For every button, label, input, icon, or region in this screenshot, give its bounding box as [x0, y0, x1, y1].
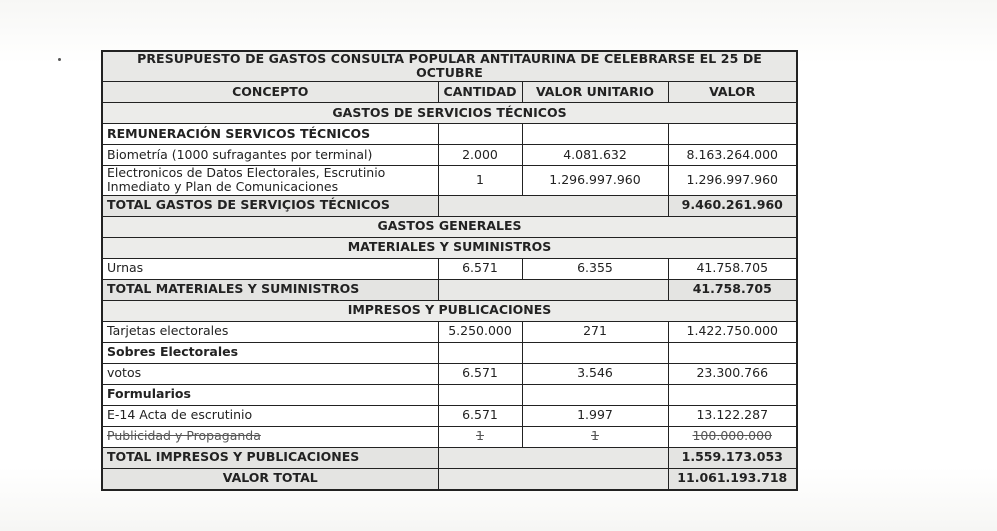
row-concepto: Tarjetas electorales — [102, 321, 438, 342]
row-cantidad: 6.571 — [438, 258, 522, 279]
group-remuneracion: REMUNERACIÓN SERVICOS TÉCNICOS — [102, 123, 438, 144]
col-valor: VALOR — [668, 81, 797, 102]
row-valor-unitario: 6.355 — [522, 258, 668, 279]
title-row — [102, 51, 797, 81]
table-title: PRESUPUESTO DE GASTOS CONSULTA POPULAR ANTITAURINA DE CELEBRARSE EL 25 DE OCTUBRE — [102, 51, 797, 81]
section-gastos-generales: GASTOS GENERALES — [102, 216, 797, 237]
col-valor-unitario: VALOR UNITARIO — [522, 81, 668, 102]
total-row — [102, 447, 797, 468]
section-servicios-tecnicos: GASTOS DE SERVICIOS TÉCNICOS — [102, 102, 797, 123]
table-row — [102, 405, 797, 426]
row-cantidad: 1 — [438, 165, 522, 195]
grand-total-row — [102, 468, 797, 490]
row-cantidad: 1 — [476, 428, 484, 444]
row-valor-unitario: 1.296.997.960 — [522, 165, 668, 195]
row-concepto: E-14 Acta de escrutinio — [102, 405, 438, 426]
budget-table — [101, 50, 798, 491]
row-concepto — [102, 165, 438, 195]
row-valor-unitario: 3.546 — [522, 363, 668, 384]
table-row — [102, 165, 797, 195]
section-row — [102, 300, 797, 321]
section-impresos: IMPRESOS Y PUBLICACIONES — [102, 300, 797, 321]
total-value: 41.758.705 — [668, 279, 797, 300]
row-cantidad: 2.000 — [438, 144, 522, 165]
row-valor: 1.422.750.000 — [668, 321, 797, 342]
row-valor-unitario: 271 — [522, 321, 668, 342]
section-row — [102, 102, 797, 123]
row-concepto-line2: Inmediato y Plan de Comunicaciones — [107, 179, 339, 195]
subsection-materiales: MATERIALES Y SUMINISTROS — [102, 237, 797, 258]
total-row — [102, 195, 797, 216]
grand-total-label: VALOR TOTAL — [102, 468, 438, 490]
group-row — [102, 342, 797, 363]
row-valor: 100.000.000 — [692, 428, 773, 444]
row-valor-unitario: 4.081.632 — [522, 144, 668, 165]
table-row — [102, 321, 797, 342]
row-valor-unitario: 1 — [591, 428, 599, 444]
section-row — [102, 216, 797, 237]
total-value: 1.559.173.053 — [668, 447, 797, 468]
column-header-row — [102, 81, 797, 102]
group-sobres: Sobres Electorales — [102, 342, 438, 363]
total-label: TOTAL MATERIALES Y SUMINISTROS — [102, 279, 438, 300]
row-valor: 41.758.705 — [668, 258, 797, 279]
row-concepto: Biometría (1000 sufragantes por terminal) — [102, 144, 438, 165]
total-label: TOTAL GASTOS DE SERVIÇIOS TÉCNICOS — [102, 195, 438, 216]
row-valor-unitario: 1.997 — [522, 405, 668, 426]
group-formularios: Formularios — [102, 384, 438, 405]
row-concepto-line1: Electronicos de Datos Electorales, Escrutinio — [107, 165, 386, 180]
row-valor: 13.122.287 — [668, 405, 797, 426]
col-concepto: CONCEPTO — [102, 81, 438, 102]
row-cantidad: 6.571 — [438, 405, 522, 426]
table-row — [102, 258, 797, 279]
group-row — [102, 123, 797, 144]
row-valor: 1.296.997.960 — [668, 165, 797, 195]
struck-through-row — [102, 426, 797, 447]
scan-speck — [58, 58, 61, 61]
row-cantidad: 6.571 — [438, 363, 522, 384]
grand-total-value: 11.061.193.718 — [668, 468, 797, 490]
total-row — [102, 279, 797, 300]
group-row — [102, 384, 797, 405]
row-cantidad: 5.250.000 — [438, 321, 522, 342]
row-concepto: votos — [102, 363, 438, 384]
subsection-row — [102, 237, 797, 258]
row-concepto: Urnas — [102, 258, 438, 279]
row-valor: 23.300.766 — [668, 363, 797, 384]
table-row — [102, 363, 797, 384]
row-valor: 8.163.264.000 — [668, 144, 797, 165]
total-label: TOTAL IMPRESOS Y PUBLICACIONES — [102, 447, 438, 468]
table-row — [102, 144, 797, 165]
total-value: 9.460.261.960 — [668, 195, 797, 216]
row-concepto: Publicidad y Propaganda — [107, 428, 261, 444]
col-cantidad: CANTIDAD — [438, 81, 522, 102]
